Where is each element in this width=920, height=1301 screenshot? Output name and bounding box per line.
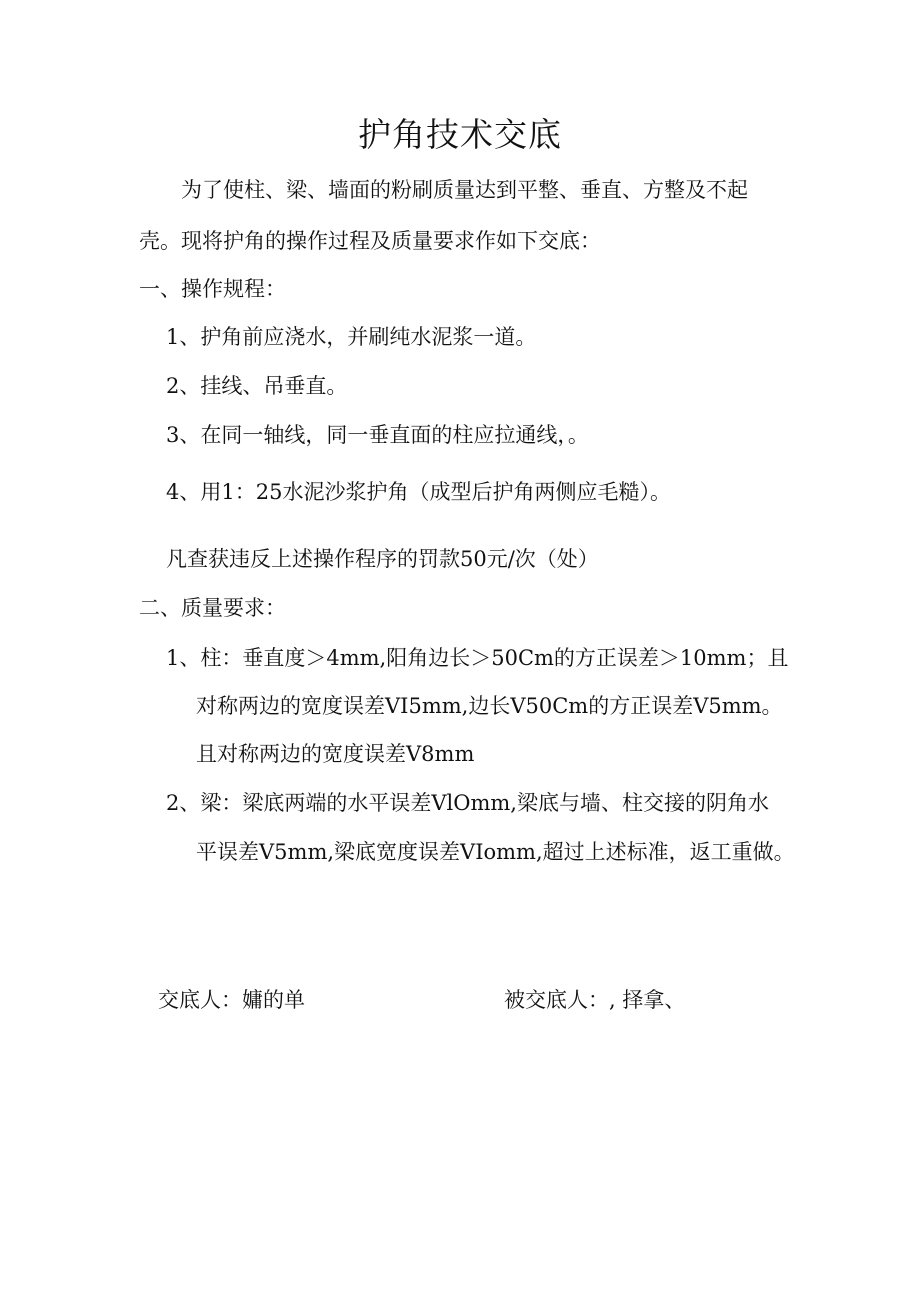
quality-item-2-line-1: 2、梁：梁底两端的水平误差VlOmm,梁底与墙、柱交接的阴角水 xyxy=(166,791,769,815)
quality-item-1-line-2: 对称两边的宽度误差VI5mm,边长V50Cm的方正误差V5mm。 xyxy=(196,694,783,718)
receiver-signature: 被交底人：, 择拿、 xyxy=(504,988,686,1012)
quality-item-1-line-3: 且对称两边的宽度误差V8mm xyxy=(196,742,475,766)
operation-item-3: 3、在同一轴线，同一垂直面的柱应拉通线，。 xyxy=(166,423,589,447)
penalty-note: 凡查获违反上述操作程序的罚款50元/次（处） xyxy=(166,547,599,571)
quality-item-1-line-1: 1、柱：垂直度＞4mm,阳角边长＞50Cm的方正误差＞10mm；且 xyxy=(166,646,789,670)
operation-item-4: 4、用1：25水泥沙浆护角（成型后护角两侧应毛糙）。 xyxy=(166,480,671,504)
quality-item-2-line-2: 平误差V5mm,梁底宽度误差VIomm,超过上述标准，返工重做。 xyxy=(196,840,795,864)
section1-heading: 一、操作规程： xyxy=(139,277,286,301)
section2-heading: 二、质量要求： xyxy=(139,596,286,620)
operation-item-2: 2、挂线、吊垂直。 xyxy=(166,374,348,398)
giver-signature: 交底人：嫞的单 xyxy=(158,988,305,1012)
intro-line-2: 壳。现将护角的操作过程及质量要求作如下交底： xyxy=(139,229,601,253)
operation-item-1: 1、护角前应浇水，并刷纯水泥浆一道。 xyxy=(166,325,537,349)
document-title: 护角技术交底 xyxy=(358,115,562,154)
intro-line-1: 为了使柱、梁、墙面的粉刷质量达到平整、垂直、方整及不起 xyxy=(181,178,748,202)
